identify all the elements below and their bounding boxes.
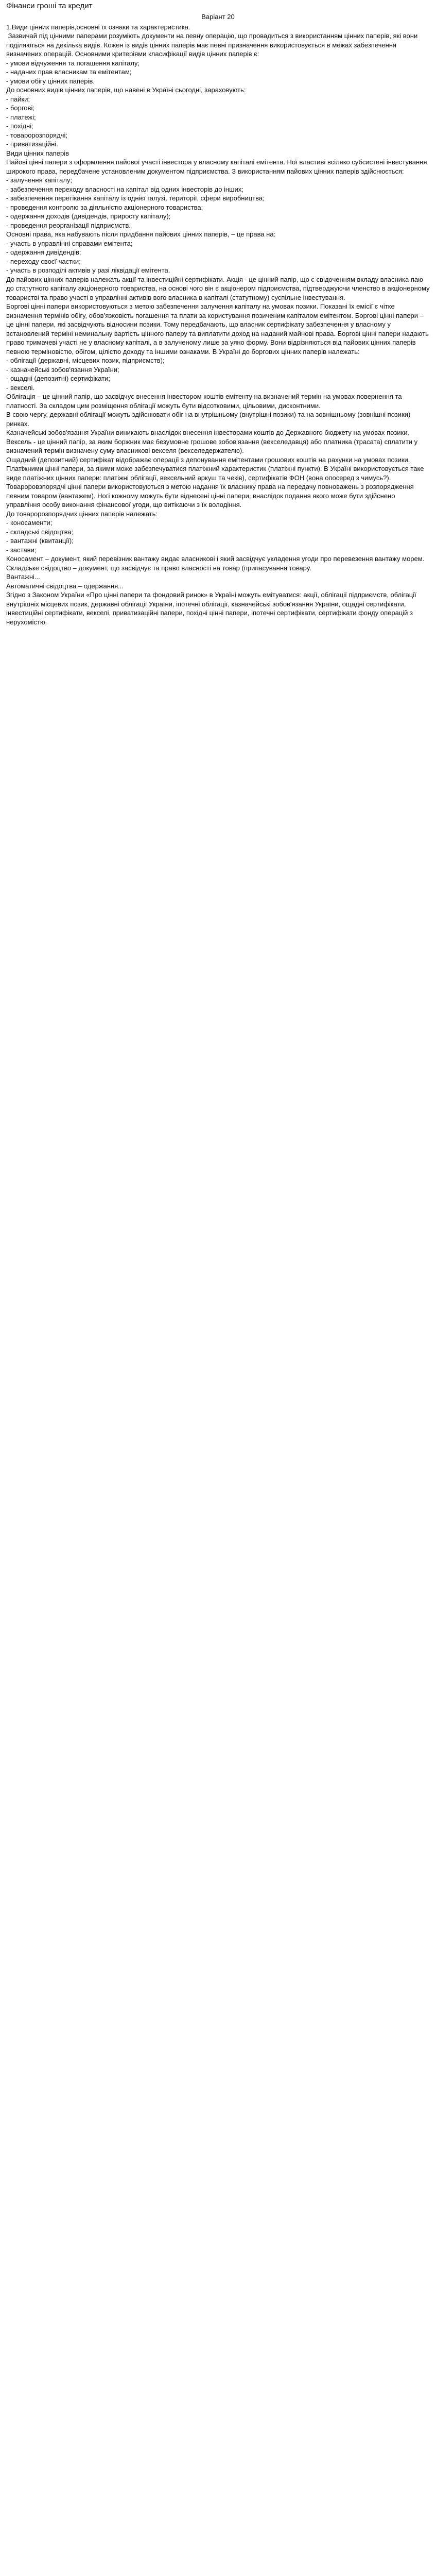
document-page — [0, 0, 436, 633]
answer-1-securities-list-text: Згідно з Законом України «Про цінні папери та фондовий ринок» в Україні можуть емітуватися: акції, облігації підприємств, облігації внутрішніх місцевих позик, державні облігації України, іпотечні облігації, казначейські зобов'язання України, ощадні сертифікати, інвестиційні сертифікати, векселі, приватизаційні папери, похідні цінні папери, іпотечні сертифікати, сертифікати фонду операцій з нерухомістю. — [6, 591, 418, 626]
variant-label: Варіант 20 — [201, 13, 235, 21]
answer-1-text: 1.Види цінних паперів,основні їх ознаки та характеристика. Зазвичай під цінними паперами розуміють документи на певну операцію, що провадиться з використанням цінних паперів, які вони поділяються на декілька видів. Кожен із видів цінних паперів має певні призначення використовується в межах забезпечення визначених операцій. Основними критеріями класифікації видів цінних паперів є: - умови відчуження та погашення капіталу; - наданих прав власникам та емітентам; - умови обігу цінних паперів. До основних видів цінних паперів, що навені в Україні сьогодні, зараховують: - пайки; - боргові; - платежі; - похідні; - товаророзпорядчі; - приватизаційні. Види цінних паперів Пайові цінні папери з оформлення пайової участі інвестора у власному капіталі емітента. Ної властиві всіляко субсистені інвестування широкого права, передбачене установленим документом підприємства. З використанням пайових цінних паперів здійснюється: - залучення капіталу; - забезпечення переходу власності на капітал від одних інвесторів до інших; - забезпечення перетікання капіталу із однієї галузі, території, сфери виробництва; - проведення контролю за діяльністю акціонерного товариства; - одержання доходів (дивідендів, приросту капіталу); - проведення реорганізації підприємств. Основні права, яка набувають після придбання пайових цінних паперів, – це права на: - участь в управлінні справами емітента; - одержання дивідендів; - переходу своєї частки; - участь в розподілі активів у разі ліквідації емітента. До пайових цінних паперів належать акції та інвестиційні сертифікати. Акція - це цінний папір, що є свідоченням вкладу власника паю до статутного капіталу акціонерного товариства, на основі чого він є акціонером підприємства, підтверджуючи членство в акціонерному товаристві та право участі в управлінні активів вого власника в капіталі (статутному) суспільне інвестування. Боргові цінні папери використовуються з метою забезпечення залучення капіталу на умовах позики. Показані їх емісії є чітке визначення термінів обігу, обов’язковість погашення та плати за користування позиченим капіталом емітентом. Боргові цінні папери – це цінні папери, які засвідчують відносини позики. Тому передбачають, що власник сертифікату забезпечення у власному у встановлений терміні неминальну вартість цінного паперу та виплатити доход на наданий майнові права. Боргові цінні папери надають право тримачеві участі не у власному капіталі, а в залученому лише за уяно форму. Вони відрізняються від пайових цінних паперів певною терміновістю, обігом, цілістю доходу та іншими ознаками. В Україні до боргових цінних паперів належать: - облігації (державні, місцевих позик, підприємств); - казначейські зобов'язання України; - ощадні (депозитні) сертифікати; - векселі. Облігація – це цінний папір, що засвідчує внесення інвестором коштів емітенту на визначений термін на умовах повернення та платності. За складом цим розміщення облігації можуть бути відсотковими, цільовими, дисконтними. В свою чергу, державні облігації можуть здійснювати обіг на внутрішньому (внутрішні позики) та на зовнішньому (зовнішні позики) ринках. Казначейські зобов'язання України виникають внаслідок внесення інвесторами коштів до Державного бюджету на умовах позики. Вексель - це цінний папір, за яким боржник має безумовне грошове зобов'язання (векселедавця) або платника (трасата) сплатити у визначений термін визначену суму власникові векселя (векселедержателю). Ощадний (депозитний) сертифікат відображає операції з депонування емітентами грошових коштів на рахунки на умовах позики. Платіжними цінні папери, за якими може забезпечуватися платіжний характеристик (платіжні пункти). В Україні використовується таке виде платіжних цінних папери: платіжні облігації, вексельний аркуш та чеків), сертифікатів ФОН (вона опосеред з чимусь?). Товароровзпорядчі цінні папери використовуються з метою надання їх власнику права на передачу повноважень з розпорядження певним товаром (вантажем). Ногі кожному можуть бути віднесені цінні папери, внаслідок подання якого може бути здійснено управління особу виконання фінансової угоди, що витікаючи з їх володіння. До товаророзпорядчих цінних паперів належать: - коносаменти; - складські свідоцтва; - вантажні (квитанції); - застави; Коносамент – документ, який перевізник вантажу видає власникові і який засвідчує укладення угоди про перевезення вантажу морем. Складське свідоцтво – документ, що засвідчує та право власності на товар (припасування товару. Вантажні... Автоматичні свідоцтва – одержання... — [6, 23, 430, 590]
document-title: Фінанси грошi та кредит — [6, 2, 93, 10]
